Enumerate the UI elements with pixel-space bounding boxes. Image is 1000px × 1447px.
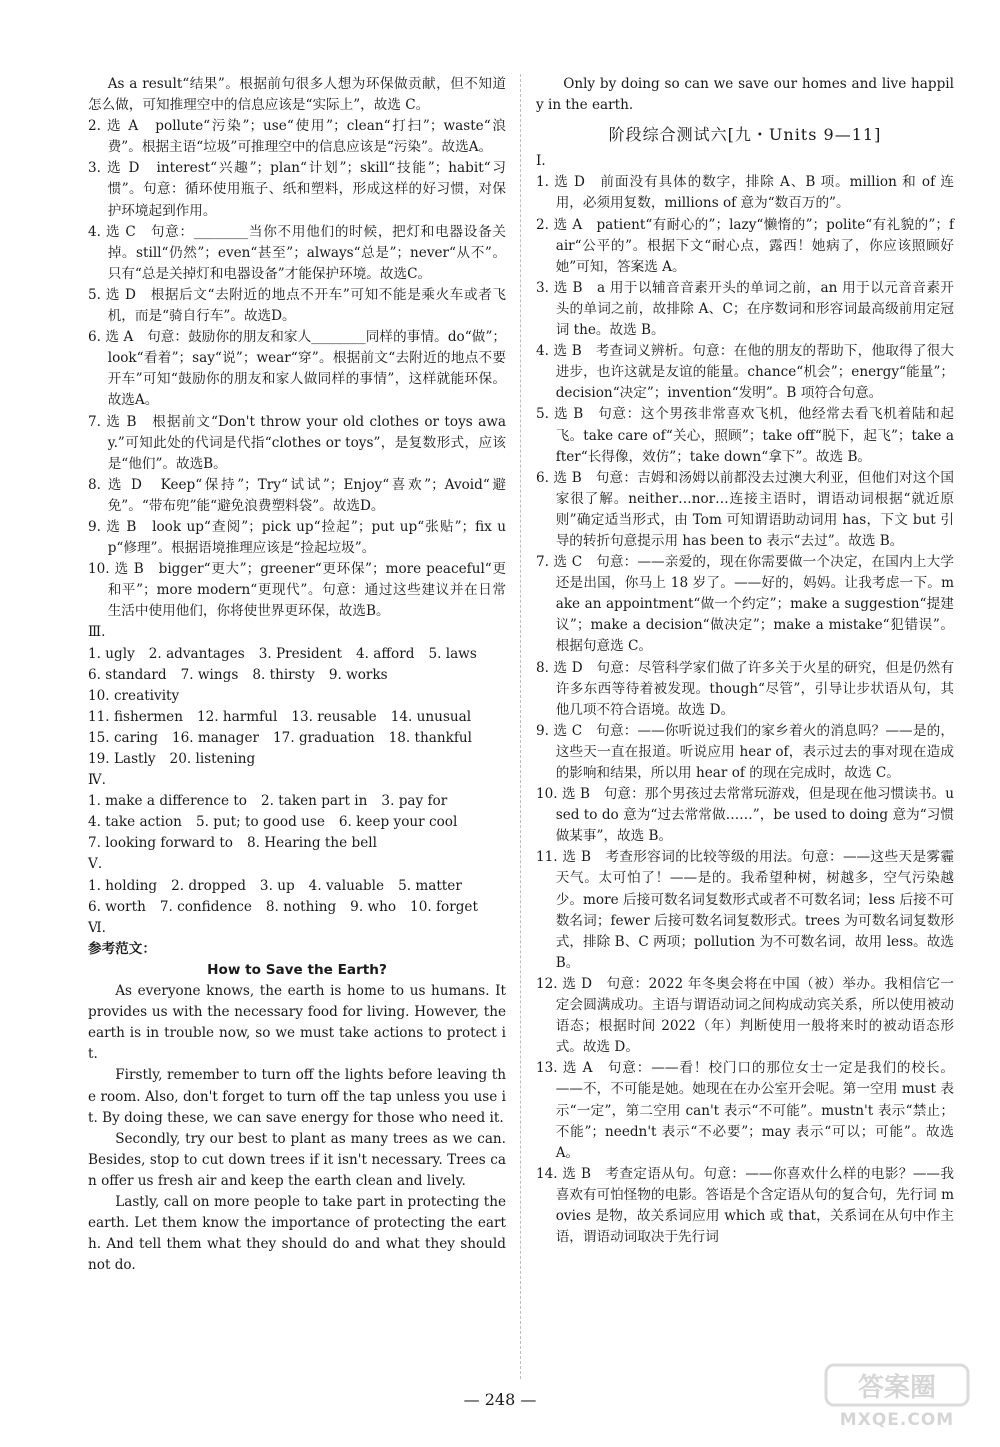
answer-word: 4. afford — [356, 645, 415, 662]
answer-item: 7. 选 C 句意：——亲爱的，现在你需要做一个决定，在国内上大学还是出国，你马上 18 岁了。——好的，妈妈。让我考虑一下。make an appointment“做一个约定”；make a suggestion“提建议”；make a decision“做决定”；make a mistake“犯错误”。根据句意选 C。 — [536, 554, 954, 655]
answer-word: 12. harmful — [196, 708, 278, 725]
section-4-label: Ⅳ. — [88, 772, 106, 789]
answer-word: 11. fishermen — [88, 708, 183, 725]
section-6-label: Ⅵ. — [88, 919, 106, 936]
answer-item: 6. 选 A 句意：鼓励你的朋友和家人________同样的事情。do“做”；look“看着”；say“说”；wear“穿”。根据前文“去附近的地点不要开车”可知“鼓励你的朋友和家人做同样的事情”，这样就能环保。故选A。 — [88, 329, 506, 409]
answer-row — [88, 707, 506, 728]
answer-word: 5. matter — [398, 877, 462, 894]
answer-word: 1. ugly — [88, 645, 135, 662]
answer-row — [88, 665, 506, 707]
answer-item: 14. 选 B 考查定语从句。句意：——你喜欢什么样的电影？——我喜欢有可怕怪物的电影。答语是个含定语从句的复合句，先行词 movies 是物，故关系词应用 which 或 that，关系词在从句中作主语，谓语动词取决于先行词 — [536, 1165, 954, 1246]
answer-phrase: 7. looking forward to — [88, 835, 233, 852]
answer-word: 9. who — [350, 898, 397, 915]
section-3-label: Ⅲ. — [88, 624, 106, 641]
answer-row — [88, 749, 506, 770]
answer-row — [88, 897, 506, 918]
sample-essay-label: 参考范文： — [88, 940, 156, 957]
answer-word: 1. holding — [88, 877, 158, 894]
answer-row — [88, 728, 506, 749]
answer-item: 3. 选 B a 用于以辅音音素开头的单词之前，an 用于以元音音素开头的单词之前，故排除 A、C；在序数词和形容词最高级前用定冠词 the。故选 B。 — [536, 279, 954, 339]
watermark-url: MXQE.COM — [839, 1410, 955, 1430]
answer-word: 8. thirsty — [252, 666, 315, 683]
answer-word: 15. caring — [88, 729, 158, 746]
answer-row — [88, 812, 506, 833]
watermark-text: 答案圈 — [857, 1373, 937, 1403]
answer-item: 1. 选 D 前面没有具体的数字，排除 A、B 项。million 和 of 连用，必须用复数，millions of 意为“数百万的”。 — [536, 174, 954, 212]
answer-word: 13. reusable — [291, 708, 377, 725]
section-title: 阶段综合测试六[九・Units 9—11] — [608, 125, 882, 145]
essay-paragraph: Firstly, remember to turn off the lights before leaving the room. Also, don't forget to turn off the tap unless you use it. By doing these, we can save energy for those who need it. — [88, 1067, 506, 1126]
answer-row — [88, 644, 506, 665]
answer-word: 7. confidence — [159, 898, 252, 915]
answer-item: 8. 选 D Keep“保持”；Try“试试”；Enjoy“喜欢”；Avoid“避免”。“带布兜”能“避免浪费塑料袋”。故选D。 — [88, 476, 506, 514]
answer-word: 20. listening — [169, 751, 256, 767]
answer-word: 2. advantages — [148, 645, 245, 662]
answer-item: 6. 选 B 句意：吉姆和汤姆以前都没去过澳大利亚，但他们对这个国家很了解。neither…nor…连接主语时，谓语动词根据“就近原则”确定适当形式，由 Tom 可知谓语助动词用 has，下文 but 引导的转折句意提示用 has been to 表示“去过”。故选 B。 — [536, 469, 954, 549]
answer-item: 7. 选 B 根据前文“Don't throw your old clothes or toys away.”可知此处的代词是代指“clothes or toys”，是复数形式，应该是“他们”。故选B。 — [88, 413, 506, 472]
answer-item: 12. 选 D 句意：2022 年冬奥会将在中国（被）举办。我相信它一定会圆满成功。主语与谓语动词之间构成动宾关系，所以使用被动语态；根据时间 2022（年）判断使用一般将来时的被动语态形式。故选 D。 — [536, 975, 954, 1056]
watermark-logo — [822, 1361, 972, 1431]
answer-word: 8. nothing — [265, 898, 337, 915]
answer-item: 4. 选 C 句意：________当你不用他们的时候，把灯和电器设备关掉。still“仍然”；even“甚至”；always“总是”；never“从不”。只有“总是关掉灯和电器设备”才能保护环境。故选C。 — [88, 223, 506, 282]
essay-paragraph: Lastly, call on more people to take part in protecting the earth. Let them know the importance of protecting the earth. And tell them what they should do and what they should not do. — [88, 1193, 506, 1274]
answer-row — [88, 791, 506, 812]
answer-word: 10. creativity — [88, 687, 180, 704]
answer-item: 5. 选 B 句意：这个男孩非常喜欢飞机，他经常去看飞机着陆和起飞。take care of“关心，照顾”；take off“脱下，起飞”；take after“长得像，效仿”；take down“拿下”。故选 B。 — [536, 406, 954, 465]
answer-word: 6. standard — [88, 666, 167, 683]
answer-phrase: 6. keep your cool — [338, 814, 458, 831]
essay-paragraph: As everyone knows, the earth is home to us humans. It provides us with the necessary food for living. However, the earth is in trouble now, so we must take actions to protect it. — [88, 983, 506, 1063]
answer-word: 16. manager — [171, 729, 260, 746]
answer-word: 10. forget — [410, 898, 478, 915]
answer-item: 10. 选 B bigger“更大”；greener“更环保”；more peaceful“更和平”；more modern“更现代”。句意：通过这些建议并在日常生活中使用他们，你将使世界更环保，故选B。 — [88, 561, 506, 620]
answer-item: 8. 选 D 句意：尽管科学家们做了许多关于火星的研究，但是仍然有许多东西等待着被发现。though“尽管”，引导让步状语从句，其他几项不符合语境。故选 D。 — [536, 659, 954, 718]
answer-word: 4. valuable — [308, 877, 385, 894]
answer-word: 5. laws — [428, 645, 477, 662]
right-column — [536, 74, 954, 1248]
answer-row — [88, 876, 506, 897]
answer-word: 6. worth — [88, 898, 146, 915]
answer-phrase: 4. take action — [88, 814, 182, 831]
answer-item: 10. 选 B 句意：那个男孩过去常常玩游戏，但是现在他习惯读书。used to do 意为“过去常常做……”，be used to doing 意为“习惯做某事”，故选 B。 — [536, 786, 954, 845]
answer-item: 9. 选 C 句意：——你听说过我们的家乡着火的消息吗？——是的，这些天一直在报道。听说应用 hear of，表示过去的事对现在造成的影响和结果，所以用 hear of 的现在完成时，故选 C。 — [536, 722, 954, 781]
column-divider — [520, 74, 521, 1379]
answer-word: 3. President — [258, 645, 342, 662]
intro-paragraph: As a result“结果”。根据前句很多人想为环保做贡献，但不知道怎么做，可知推理空中的信息应该是“实际上”，故选 C。 — [88, 76, 506, 114]
answer-item: 3. 选 D interest“兴趣”；plan“计划”；skill“技能”；habit“习惯”。句意：循环使用瓶子、纸和塑料，形成这样的好习惯，对保护环境起到作用。 — [88, 160, 506, 219]
answer-item: 9. 选 B look up“查阅”；pick up“捡起”；put up“张贴”；fix up“修理”。根据语境推理应该是“捡起垃圾”。 — [88, 518, 506, 557]
answer-phrase: 8. Hearing the bell — [247, 835, 377, 852]
answer-word: 18. thankful — [388, 729, 472, 746]
answer-item: 11. 选 B 考查形容词的比较等级的用法。句意：——这些天是雾霾天气。太可怕了！——是的。我希望种树，树越多，空气污染越少。more 后接可数名词复数形式或者不可数名词；less 后接不可数名词；fewer 后接可数名词复数形式。trees 为可数名词复数形式，排除 B、C 两项；pollution 为不可数名词，故用 less。故选 B。 — [536, 849, 954, 971]
answer-item: 2. 选 A patient“有耐心的”；lazy“懒惰的”；polite“有礼貌的”；fair“公平的”。根据下文“耐心点，露西！她病了，你应该照顾好她”可知，答案选 A。 — [536, 216, 954, 275]
answer-word: 17. graduation — [273, 729, 375, 746]
answer-word: 14. unusual — [390, 708, 472, 725]
answer-word: 9. works — [328, 666, 388, 683]
answer-phrase: 2. taken part in — [261, 793, 368, 810]
answer-item: 4. 选 B 考查词义辨析。句意：在他的朋友的帮助下，他取得了很大进步，也许这就是友谊的能量。chance“机会”；energy“能量”；decision“决定”；invention“发明”。B 项符合句意。 — [536, 343, 954, 402]
answer-word: 2. dropped — [171, 877, 246, 894]
section-1-label: Ⅰ. — [536, 153, 546, 170]
essay-paragraph: Secondly, try our best to plant as many trees as we can. Besides, stop to cut down trees if it isn't necessary. Trees can offer us fresh air and keep the earth clean and lively. — [88, 1130, 506, 1189]
answer-phrase: 3. pay for — [381, 793, 448, 810]
answer-item: 2. 选 A pollute“污染”；use“使用”；clean“打扫”；waste“浪费”。根据主语“垃圾”可推理空中的信息应该是“污染”。故选A。 — [88, 118, 506, 156]
page-number: — 248 — — [463, 1390, 537, 1409]
section-5-label: Ⅴ. — [88, 856, 103, 873]
answer-phrase: 5. put; to good use — [195, 814, 325, 831]
essay-title: How to Save the Earth? — [207, 961, 387, 978]
answer-row — [88, 833, 506, 854]
left-column — [88, 74, 506, 1276]
answer-phrase: 1. make a difference to — [88, 793, 247, 810]
answer-item: 5. 选 D 根据后文“去附近的地点不开车”可知不能是乘火车或者飞机，而是“骑自行车”。故选D。 — [88, 286, 506, 325]
answer-word: 7. wings — [180, 666, 239, 683]
answer-item: 13. 选 A 句意：——看！校门口的那位女士一定是我们的校长。——不，不可能是她。她现在在办公室开会呢。第一空用 must 表示“一定”，第二空用 can't 表示“不可能”。mustn't 表示“禁止；不能”；needn't 表示“不必要”；may 表示“可以；可能”。故选 A。 — [536, 1060, 954, 1161]
answer-word: 19. Lastly — [88, 751, 156, 767]
essay-paragraph: Only by doing so can we save our homes and live happily in the earth. — [536, 76, 954, 114]
answer-word: 3. up — [259, 877, 295, 894]
